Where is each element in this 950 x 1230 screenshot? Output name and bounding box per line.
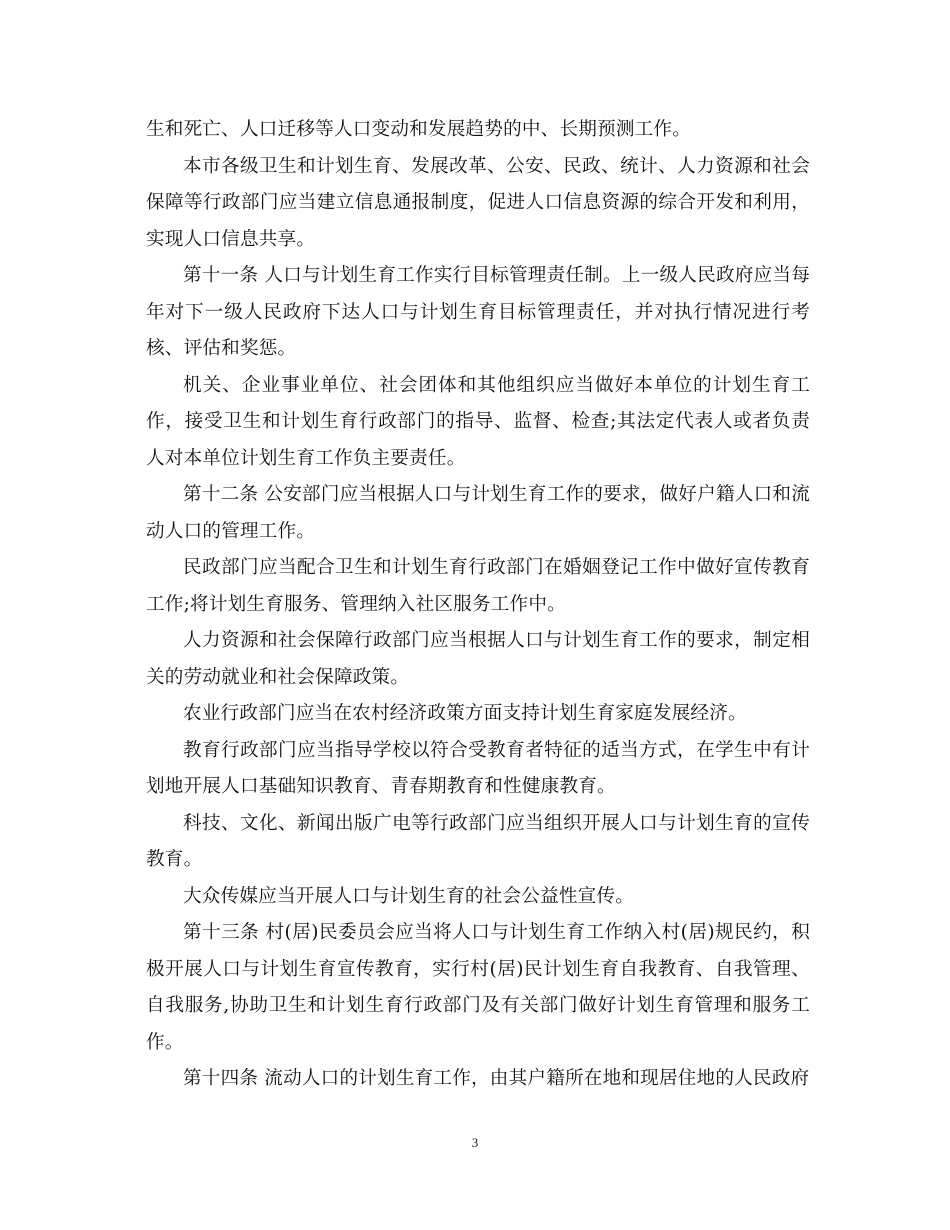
article-14-paragraph: 第十四条 流动人口的计划生育工作，由其户籍所在地和现居住地的人民政府 xyxy=(183,1068,810,1089)
paragraph: 科技、文化、新闻出版广电等行政部门应当组织开展人口与计划生育的宣传教育。 xyxy=(146,812,810,870)
paragraph: 大众传媒应当开展人口与计划生育的社会公益性宣传。 xyxy=(183,885,635,907)
article-12-paragraph: 第十二条 公安部门应当根据人口与计划生育工作的要求，做好户籍人口和流动人口的管理工作。 xyxy=(146,484,810,542)
paragraph: 机关、企业事业单位、社会团体和其他组织应当做好本单位的计划生育工作，接受卫生和计划生育行政部门的指导、监督、检查;其法定代表人或者负责人对本单位计划生育工作负主要责任。 xyxy=(146,374,810,469)
paragraph: 农业行政部门应当在农村经济政策方面支持计划生育家庭发展经济。 xyxy=(183,703,747,724)
paragraph: 民政部门应当配合卫生和计划生育行政部门在婚姻登记工作中做好宣传教育工作;将计划生育服务、管理纳入社区服务工作中。 xyxy=(146,557,810,615)
article-13-paragraph: 第十三条 村(居)民委员会应当将人口与计划生育工作纳入村(居)规民约，积极开展人口与计划生育宣传教育，实行村(居)民计划生育自我教育、自我管理、自我服务,协助卫生和计划生育行政部门及有关部门做好计划生育管理和服务工作。 xyxy=(146,922,810,1053)
paragraph: 人力资源和社会保障行政部门应当根据人口与计划生育工作的要求，制定相关的劳动就业和社会保障政策。 xyxy=(146,630,810,688)
paragraph: 生和死亡、人口迁移等人口变动和发展趋势的中、长期预测工作。 xyxy=(146,119,692,140)
document-body xyxy=(146,112,810,1098)
paragraph: 本市各级卫生和计划生育、发展改革、公安、民政、统计、人力资源和社会保障等行政部门应当建立信息通报制度，促进人口信息资源的综合开发和利用，实现人口信息共享。 xyxy=(146,155,810,250)
page-number: 3 xyxy=(471,1135,479,1150)
article-11-paragraph: 第十一条 人口与计划生育工作实行目标管理责任制。上一级人民政府应当每年对下一级人民政府下达人口与计划生育目标管理责任，并对执行情况进行考核、评估和奖惩。 xyxy=(146,265,810,359)
paragraph: 教育行政部门应当指导学校以符合受教育者特征的适当方式，在学生中有计划地开展人口基础知识教育、青春期教育和性健康教育。 xyxy=(146,739,810,797)
